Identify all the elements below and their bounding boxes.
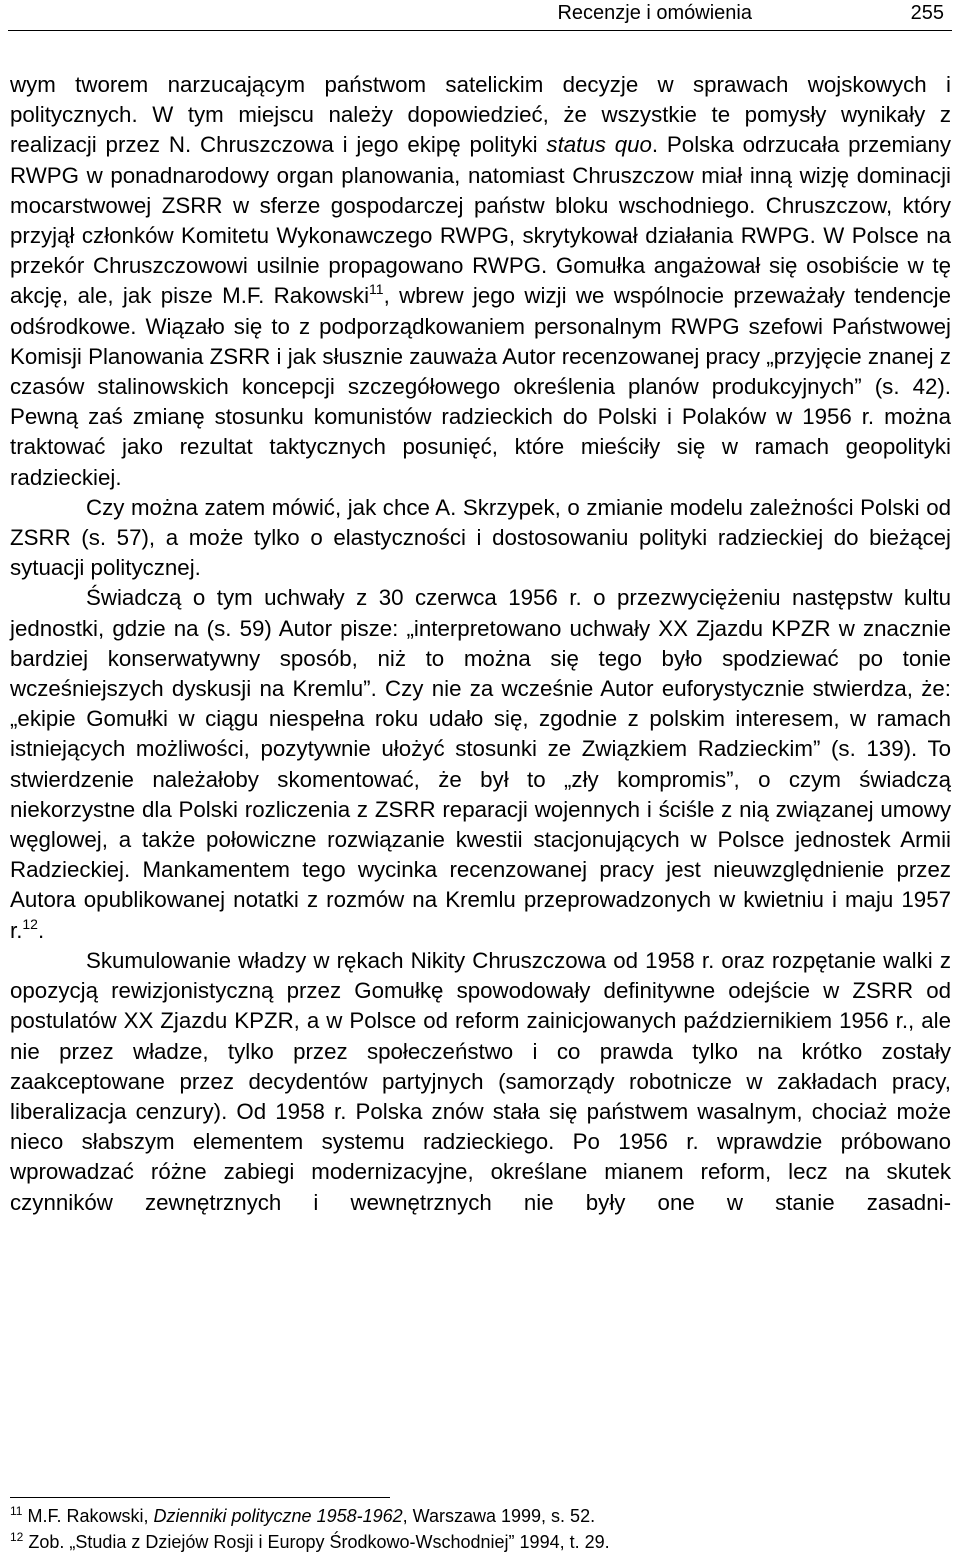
running-title: Recenzje i omówienia [557,2,752,24]
footnote-text: M.F. Rakowski, [22,1506,154,1526]
paragraph-1-text-b: . Polska odrzucała przemiany RWPG w ponadnarodowy organ planowania, natomiast Chruszczow miał inną wizję dominacji mocarstwowej ZSRR w sferze gospodarczej państw bloku wschodniego. Chruszczow, który przyjął członków Komitetu Wykonawczego RWPG, skrytykował działania RWPG. W Polsce na przekór Chruszczowowi usilnie propagowano RWPG. Gomułka angażował się osobiście w tę akcję, ale, jak pisze M.F. Rakowski [10,132,951,309]
italic-term: status quo [546,132,652,158]
paragraph-2: Czy można zatem mówić, jak chce A. Skrzypek, o zmianie modelu zależności Polski od ZSRR (s. 57), a może tylko o elastyczności i dostosowaniu polityki radzieckiej do bieżącej sytuacji politycznej. [10,494,951,581]
footnote-12 [10,1529,951,1555]
paragraph-3 [10,583,951,945]
paragraph-3-text-b: . [37,917,45,943]
paragraph-1-text-a: wym tworem narzucającym państwom satelickim decyzje w sprawach wojskowych i politycznych. W tym miejscu należy dopowiedzieć, że wszystkie te pomysły wynikały z realizacji przez N. Chruszczowa i jego ekipę polityki [10,72,951,158]
page-number: 255 [910,2,944,24]
footnote-number: 12 [10,1530,24,1544]
paragraph-4: Skumulowanie władzy w rękach Nikity Chruszczowa od 1958 r. oraz rozpętanie walki z opozycją rewizjonistyczną przez Gomułkę spowodowały definitywne odejście w ZSRR od postulatów XX Zjazdu KPZR, a w Polsce od reform zainicjowanych październikiem 1956 r., ale nie przez władze, tylko przez społeczeństwo i co prawda tylko na krótko zostały zaakceptowane przez decydentów partyjnych (samorządy robotnicze w zakładach pracy, liberalizacja cenzury). Od 1958 r. Polska znów stała się państwem wasalnym, chociaż może nieco słabszym elementem systemu radzieckiego. Po 1956 r. wprawdzie próbowano wprowadzać różne zabiegi modernizacyjne, określane mianem reform, lecz na skutek czynników zewnętrznych i wewnętrznych nie były one w stanie zasadni- [10,947,951,1215]
footnote-separator [10,1497,390,1498]
footnote-text: Zob. „Studia z Dziejów Rosji i Europy Środkowo-Wschodniej” 1994, t. 29. [23,1532,610,1552]
footnote-ref-11[interactable]: 11 [369,281,384,298]
footnote-11 [10,1503,951,1529]
paragraph-1-text-c: , wbrew jego wizji we wspólnocie przeważały tendencje odśrodkowe. Wiązało się to z podporządkowaniem personalnym RWPG szefowi Państwowej Komisji Planowania ZSRR i jak słusznie zauważa Autor recenzowanej pracy „przyjęcie znanej z czasów stalinowskich koncepcji szczegółowego określenia planów produkcyjnych” (s. 42). Pewną zaś zmianę stosunku komunistów radzieckich do Polski i Polaków w 1956 r. można traktować jako rezultat taktycznych posunięć, które mieściły się w ramach geopolityki radzieckiej. [10,283,951,490]
footnote-ref-12[interactable]: 12 [22,915,38,932]
running-header [8,0,952,31]
footnote-number: 11 [10,1504,23,1518]
main-text [10,70,951,1218]
paragraph-3-text-a: Świadczą o tym uchwały z 30 czerwca 1956 r. o przezwyciężeniu następstw kultu jednostki, gdzie na (s. 59) Autor pisze: „interpretowano uchwały XX Zjazdu KPZR w znacznie bardziej konserwatywny sposób, niż to można się tego było spodziewać po tonie wcześniejszych dyskusji na Kremlu”. Czy nie za wcześnie Autor euforystycznie stwierdza, że: „ekipie Gomułki w ciągu niespełna roku udało się, zgodnie z polskim interesem, w ramach istniejących możliwości, pozytywnie ułożyć stosunki ze Związkiem Radzieckim” (s. 139). To stwierdzenie należałoby skomentować, że był to „zły kompromis”, o czym świadczą niekorzystne dla Polski rozliczenia z ZSRR reparacji wojennych i ściśle z nią związanej umowy węglowej, a także połowiczne rozwiązanie kwestii stacjonujących w Polsce jednostek Armii Radzieckiej. Mankamentem tego wycinka recenzowanej pracy jest nieuwzględnienie przez Autora opublikowanej notatki z rozmów na Kremlu przeprowadzonych w kwietniu i maju 1957 r. [10,585,951,943]
footnote-text-end: , Warszawa 1999, s. 52. [402,1506,596,1526]
paragraph-1 [10,70,951,493]
footnote-title: Dzienniki polityczne 1958-1962 [153,1506,403,1526]
footnotes [10,1503,951,1555]
